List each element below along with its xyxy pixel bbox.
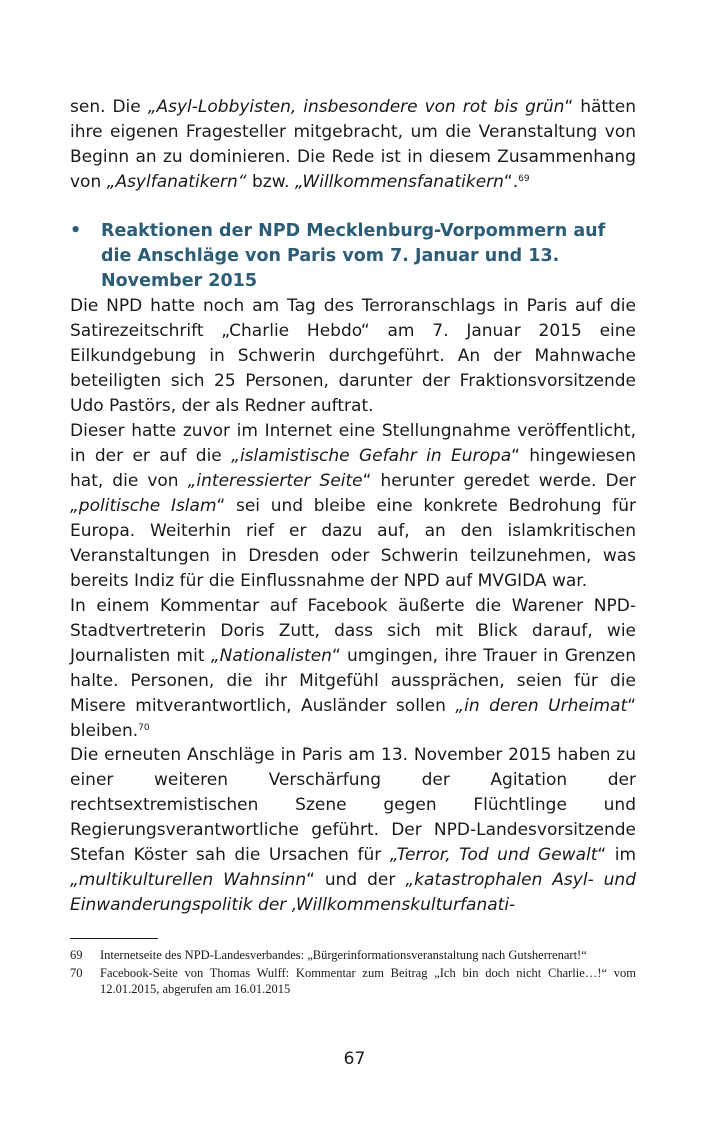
footnotes — [70, 947, 636, 999]
italic-quote: „politische Islam — [70, 496, 217, 516]
text-run: “ umgingen, ihre Trauer in Grenzen halte. Personen, die ihr Mitgefühl aussprächen, seien für die Misere mitverantwortlich, Ausländer sollen — [70, 646, 636, 716]
text-run: “ herunter geredet werde. Der — [362, 471, 636, 491]
italic-quote: „Nationalisten — [210, 646, 332, 666]
italic-quote: „Terror, Tod und Gewalt — [389, 845, 598, 865]
footnote-reference[interactable]: 70 — [138, 723, 150, 733]
italic-quote: „multikulturellen Wahnsinn — [70, 870, 307, 890]
text-run: “ im — [597, 845, 637, 865]
section-heading — [70, 219, 636, 294]
footnote-divider — [70, 938, 158, 939]
november-paragraph — [70, 743, 636, 918]
text-run: bzw. — [246, 172, 295, 192]
footnote-text: Internetseite des NPD-Landesverbandes: „Bürgerinformationsveranstaltung nach Gutsherrenart!“ — [100, 948, 587, 962]
footnote-number: 70 — [70, 966, 83, 980]
paragraph-eilkundgebung: Die NPD hatte noch am Tag des Terroranschlags in Paris auf die Satirezeitschrift „Charlie Hebdo“ am 7. Januar 2015 eine Eilkundgebung in Schwerin durchgeführt. An der Mahnwache beteiligten sich 25 Personen, darunter der Fraktionsvorsitzende Udo Pastörs, der als Redner auftrat. — [70, 296, 636, 416]
paragraph-facebook-kommentar — [70, 594, 636, 744]
italic-quote: „Willkommensfanatikern — [294, 172, 504, 192]
text-run: sen. Die — [70, 97, 148, 117]
footnote-reference[interactable]: 69 — [518, 174, 530, 184]
paragraph-text — [70, 95, 636, 195]
text-run: Dieser hatte zuvor im Internet eine Stellungnahme veröffentlicht, in der er auf die — [70, 421, 636, 466]
text-run: “ hätten ihre eigenen Fragesteller mitgebracht, um die Veranstaltung von Beginn an zu dominieren. Die Rede ist in diesem Zusammenhang von — [70, 97, 636, 192]
text-run: “ und der — [306, 870, 406, 890]
text-run: “ bleiben. — [70, 696, 636, 741]
paragraph-text — [70, 743, 636, 918]
intro-paragraph — [70, 95, 636, 195]
italic-quote: „in deren Urheimat — [455, 696, 628, 716]
footnote-item — [70, 965, 636, 997]
italic-quote: „interessierter Seite — [187, 471, 363, 491]
section-heading-text: Reaktionen der NPD Mecklenburg-Vorpommern auf die Anschläge von Paris vom 7. Januar und 13. November 2015 — [101, 221, 606, 291]
paragraph-stellungnahme — [70, 419, 636, 594]
italic-quote: „katastrophalen Asyl- und Einwanderungspolitik der ‚Willkommenskulturfanati- — [70, 870, 636, 915]
footnote-item — [70, 947, 636, 963]
footnote-number: 69 — [70, 948, 83, 962]
bullet-icon: • — [70, 221, 82, 241]
text-run: “ hingewiesen hat, die von — [70, 446, 636, 491]
text-run: Die erneuten Anschläge in Paris am 13. November 2015 haben zu einer weiteren Verschärfung der Agitation der rechtsextremistischen Szene gegen Flüchtlinge und Regierungsverantwortliche geführt. Der NPD-Landesvorsitzende Stefan Köster sah die Ursachen für — [70, 745, 636, 865]
footnote-text: Facebook-Seite von Thomas Wulff: Kommentar zum Beitrag „Ich bin doch nicht Charlie…!“ vom 12.01.2015, abgerufen am 16.01.2015 — [100, 966, 636, 996]
section-body — [70, 294, 636, 744]
text-run: “ sei und bleibe eine konkrete Bedrohung für Europa. Weiterhin rief er dazu auf, an den islamkritischen Veranstaltungen in Dresden oder Schwerin teilzunehmen, was bereits Indiz für die Einflussnahme der NPD auf MVGIDA war. — [70, 496, 636, 591]
italic-quote: „islamistische Gefahr in Europa — [231, 446, 512, 466]
text-run: In einem Kommentar auf Facebook äußerte die Warener NPD-Stadtvertreterin Doris Zutt, dass sich mit Blick darauf, wie Journalisten mit — [70, 596, 636, 666]
text-run: “. — [503, 172, 519, 192]
italic-quote: „Asyl-Lobbyisten, insbesondere von rot bis grün — [147, 97, 565, 117]
page-number: 67 — [343, 1049, 366, 1069]
italic-quote: „Asylfanatikern“ — [106, 172, 247, 192]
